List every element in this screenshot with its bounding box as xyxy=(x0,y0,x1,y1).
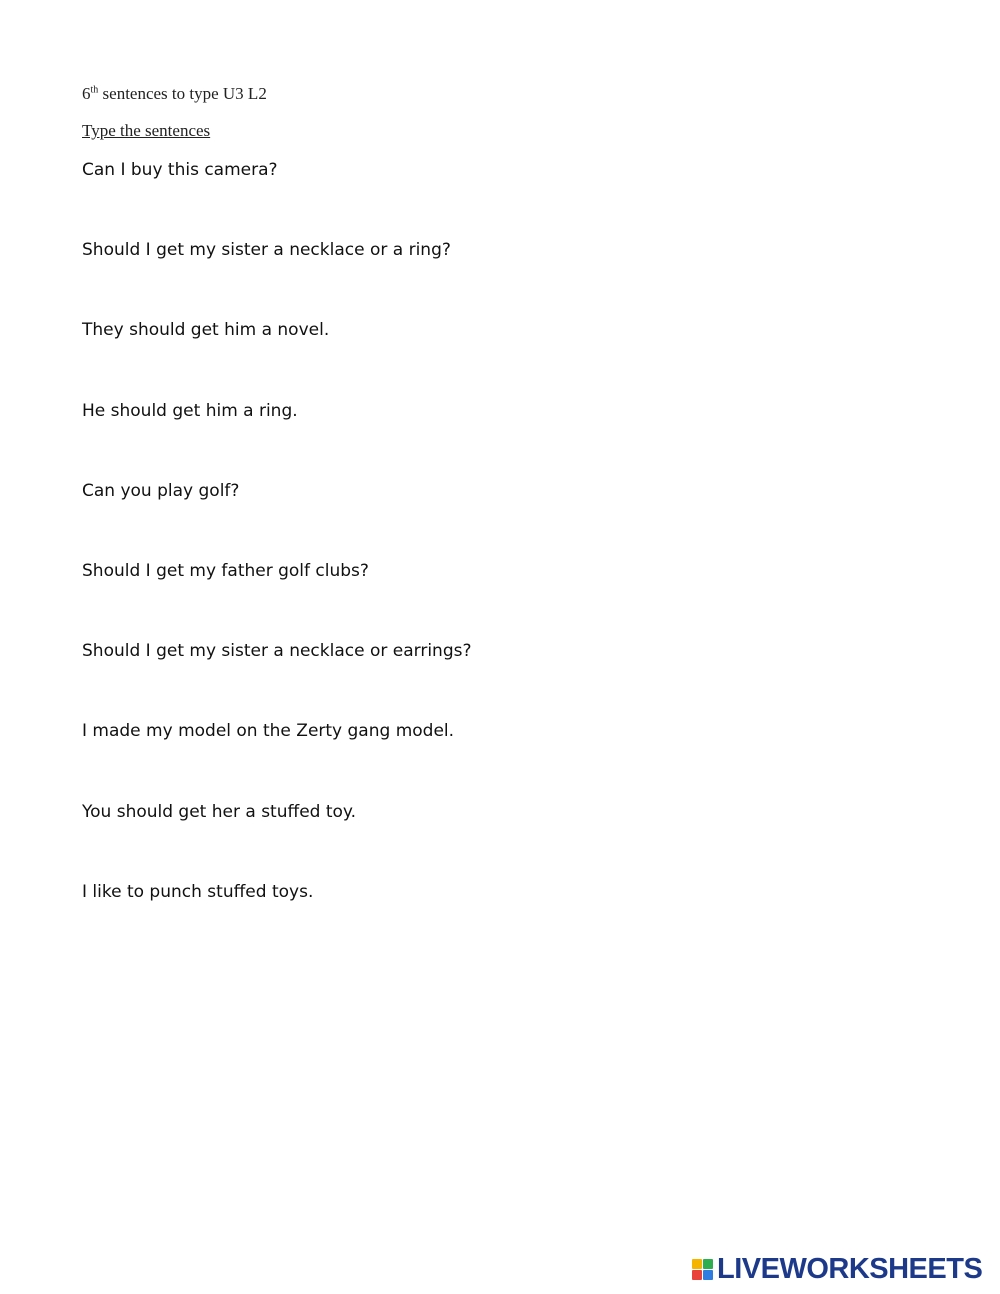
sentence-item: Can you play golf? xyxy=(82,480,240,501)
title-number: 6 xyxy=(82,84,91,103)
liveworksheets-brand[interactable] xyxy=(692,1254,982,1284)
sentence-item: Can I buy this camera? xyxy=(82,160,278,180)
logo-tile xyxy=(703,1259,713,1269)
sentence-item: He should get him a ring. xyxy=(82,400,298,421)
sentence-item: I like to punch stuffed toys. xyxy=(82,881,314,902)
sentence-item: Should I get my father golf clubs? xyxy=(82,560,369,581)
liveworksheets-logo-icon xyxy=(692,1259,713,1280)
brand-text: LIVEWORKSHEETS xyxy=(717,1253,983,1285)
sentence-item: Should I get my sister a necklace or earrings? xyxy=(82,641,472,662)
title-text: sentences to type U3 L2 xyxy=(98,84,267,103)
logo-tile xyxy=(692,1259,702,1269)
logo-tile xyxy=(692,1270,702,1280)
sentence-list xyxy=(82,158,472,960)
worksheet-title xyxy=(82,82,267,106)
title-superscript: th xyxy=(90,84,99,96)
logo-tile xyxy=(703,1270,713,1280)
sentence-item: You should get her a stuffed toy. xyxy=(82,801,356,822)
instruction-heading: Type the sentences xyxy=(82,121,211,140)
sentence-item: I made my model on the Zerty gang model. xyxy=(82,721,455,742)
sentence-item: They should get him a novel. xyxy=(82,320,330,341)
sentence-item: Should I get my sister a necklace or a ring? xyxy=(82,240,451,261)
